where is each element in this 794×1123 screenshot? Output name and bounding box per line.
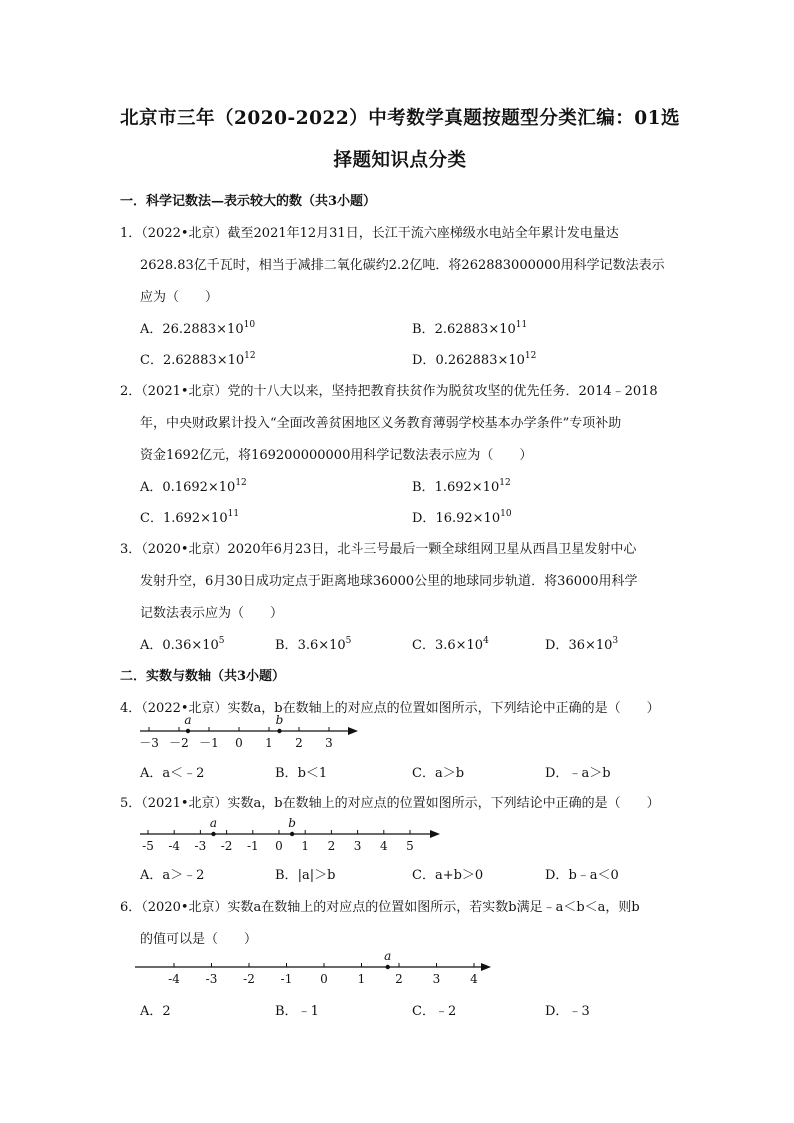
tick-label: -3	[194, 839, 207, 853]
option-c: C．a＞b	[412, 766, 465, 781]
document-title-line2: 择题知识点分类	[333, 150, 467, 171]
axis-arrowhead	[481, 963, 491, 971]
axis-arrowhead	[348, 727, 358, 735]
option-b: B．$2.62883\times 10^{11}$	[412, 320, 528, 337]
tick-label: -4	[168, 972, 180, 986]
option-d: D．﹣a＞b	[545, 766, 611, 781]
section-heading: 一．科学记数法—表示较大的数（共3小题）	[120, 194, 377, 209]
point-b	[277, 729, 281, 733]
tick-label: 0	[275, 839, 283, 853]
tick-label: 1	[301, 839, 310, 853]
tick-label: 1	[357, 972, 366, 986]
tick-label: 5	[406, 839, 414, 853]
point-a	[186, 729, 190, 733]
tick-label: -2	[220, 839, 233, 853]
tick-label: -4	[168, 839, 181, 853]
tick-label: -1	[280, 972, 293, 986]
question-3-line: 发射升空，6月30日成功定点于距离地球36000公里的地球同步轨道．将36000用科学	[140, 574, 638, 589]
option-b: B．﹣1	[275, 1004, 319, 1019]
option-a: A．a＜﹣2	[140, 766, 205, 781]
option-d: D．b﹣a＜0	[545, 868, 619, 883]
option-c: C．$3.6\times 10^4$	[412, 636, 489, 653]
tick-label: 3	[353, 839, 362, 853]
point-a	[386, 965, 390, 969]
question-1-line: 1．（2022•北京）截至2021年12月31日，长江干流六座梯级水电站全年累计发电量达	[120, 226, 619, 241]
tick-label: 2	[327, 839, 336, 853]
option-b: B．|a|＞b	[275, 868, 336, 883]
number-line-q5	[140, 812, 450, 854]
tick-label: 0	[320, 972, 328, 986]
tick-label: －2	[169, 736, 189, 750]
option-a: A．2	[140, 1004, 171, 1019]
option-c: C．$1.692\times 10^{11}$	[140, 509, 240, 526]
question-2-line: 2．（2021•北京）党的十八大以来，坚持把教育扶贫作为脱贫攻坚的优先任务．2014﹣2018	[120, 384, 658, 399]
option-b: B．$3.6\times 10^5$	[275, 636, 352, 653]
option-d: D．﹣3	[545, 1004, 590, 1019]
tick-label: 0	[235, 736, 243, 750]
tick-label: 4	[379, 839, 388, 853]
tick-label: 2	[295, 736, 303, 750]
point-b	[290, 832, 294, 836]
option-a: A．$0.1692\times 10^{12}$	[140, 478, 247, 495]
tick-label: 3	[325, 736, 333, 750]
option-a: A．a＞﹣2	[140, 868, 205, 883]
number-line-q4	[140, 705, 370, 755]
point-a	[211, 832, 215, 836]
tick-label: 4	[470, 972, 478, 986]
question-2-line: 资金1692亿元，将169200000000用科学记数法表示应为（ ）	[140, 448, 533, 463]
number-line-q6	[135, 945, 500, 990]
question-1-line: 2628.83亿千瓦时，相当于减排二氧化碳约2.2亿吨．将262883000000用科学记数法表示	[140, 258, 665, 273]
question-1-line: 应为（ ）	[140, 290, 219, 305]
point-label-b: b	[275, 713, 284, 727]
option-d: D．$0.262883\times 10^{12}$	[412, 351, 537, 368]
tick-label: 2	[395, 972, 403, 986]
tick-label: -1	[246, 839, 259, 853]
section-heading: 二．实数与数轴（共3小题）	[120, 669, 286, 684]
question-5-line: 5．（2021•北京）实数a，b在数轴上的对应点的位置如图所示，下列结论中正确的是（ ）	[120, 796, 660, 811]
option-d: D．$16.92\times 10^{10}$	[412, 509, 512, 526]
question-3-line: 记数法表示应为（ ）	[140, 606, 284, 621]
option-c: C．$2.62883\times 10^{12}$	[140, 351, 256, 368]
option-b: B．b＜1	[275, 766, 328, 781]
question-3-line: 3．（2020•北京）2020年6月23日，北斗三号最后一颗全球组网卫星从西昌卫星发射中心	[120, 542, 637, 557]
option-c: C．a+b＞0	[412, 868, 484, 883]
question-2-line: 年，中央财政累计投入“全面改善贫困地区义务教育薄弱学校基本办学条件”专项补助	[140, 416, 622, 431]
tick-label: 1	[265, 736, 273, 750]
option-a: A．$26.2883\times 10^{10}$	[140, 320, 256, 337]
question-6-line: 的值可以是（ ）	[140, 932, 258, 947]
point-label-b: b	[288, 816, 296, 830]
question-6-line: 6．（2020•北京）实数a在数轴上的对应点的位置如图所示，若实数b满足﹣a＜b＜a，则b	[120, 900, 640, 915]
tick-label: -3	[205, 972, 218, 986]
tick-label: －3	[139, 736, 159, 750]
tick-label: 3	[432, 972, 441, 986]
tick-label: -2	[243, 972, 255, 986]
option-b: B．$1.692\times 10^{12}$	[412, 478, 511, 495]
option-c: C．﹣2	[412, 1004, 457, 1019]
axis-arrowhead	[430, 830, 440, 838]
tick-label: -5	[142, 839, 154, 853]
question-4-line: 4．（2022•北京）实数a，b在数轴上的对应点的位置如图所示，下列结论中正确的是（ ）	[120, 701, 660, 716]
point-label-a: a	[384, 949, 392, 963]
option-d: D．$36\times 10^3$	[545, 636, 619, 653]
point-label-a: a	[184, 713, 192, 727]
tick-label: －1	[199, 736, 219, 750]
document-title-line1: 北京市三年（2020-2022）中考数学真题按题型分类汇编：01选	[120, 108, 680, 129]
option-a: A．$0.36\times 10^5$	[140, 636, 225, 653]
point-label-a: a	[209, 816, 218, 830]
